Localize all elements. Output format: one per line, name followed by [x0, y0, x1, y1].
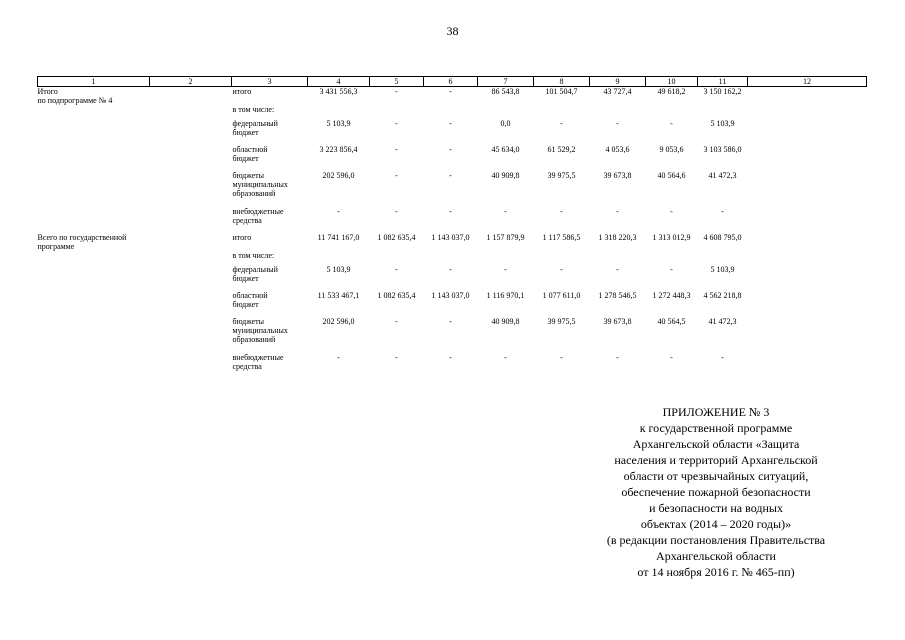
value-cell: 1 143 037,0: [431, 233, 470, 242]
page-number: 38: [446, 24, 459, 38]
funding-source: [232, 251, 308, 265]
value-cell: 5 103,9: [710, 119, 735, 128]
funding-source: [232, 87, 308, 106]
budget-table: [37, 76, 867, 379]
column-header: 11: [698, 77, 748, 87]
value-cell: [698, 251, 748, 265]
value-cell: -: [449, 265, 452, 274]
empty-cell: [150, 119, 232, 145]
empty-cell: [150, 317, 232, 353]
appendix-line: населения и территорий Архангельской: [614, 453, 818, 467]
value-cell: [424, 105, 478, 119]
column-header: 4: [308, 77, 370, 87]
value-cell: [478, 251, 534, 265]
funding-source-line: внебюджетные: [232, 353, 284, 362]
value-cell: -: [337, 353, 340, 362]
funding-source-line: в том числе:: [232, 105, 275, 114]
table-row: [38, 251, 867, 265]
value-cell: 0,0: [500, 119, 511, 128]
empty-cell: [748, 353, 867, 379]
value-cell: [308, 251, 370, 265]
section-title: [38, 119, 150, 145]
funding-source-line: итого: [232, 87, 252, 96]
value-cell: -: [395, 207, 398, 216]
empty-cell: [150, 145, 232, 171]
section-title: [38, 291, 150, 317]
value-cell: -: [449, 119, 452, 128]
value-cell: -: [616, 119, 619, 128]
funding-source-line: федеральный: [232, 265, 278, 274]
column-header: 6: [424, 77, 478, 87]
section-title: [38, 251, 150, 265]
empty-cell: [150, 233, 232, 251]
value-cell: 1 077 611,0: [542, 291, 581, 300]
appendix-line: области от чрезвычайных ситуаций,: [623, 469, 809, 483]
value-cell: 1 313 012,9: [652, 233, 691, 242]
value-cell: [590, 105, 646, 119]
empty-cell: [150, 105, 232, 119]
section-title: [38, 145, 150, 171]
value-cell: 1 318 220,3: [598, 233, 637, 242]
value-cell: 1 157 879,9: [486, 233, 525, 242]
value-cell: 1 272 448,3: [652, 291, 691, 300]
value-cell: [370, 251, 424, 265]
appendix-line: Архангельской области «Защита: [632, 437, 800, 451]
value-cell: 1 082 635,4: [377, 233, 416, 242]
funding-source: [232, 207, 308, 233]
appendix-line: и безопасности на водных: [649, 501, 783, 515]
funding-source-line: федеральный: [232, 119, 278, 128]
value-cell: -: [395, 87, 398, 96]
table-body: [38, 87, 867, 380]
value-cell: 4 053,6: [605, 145, 630, 154]
table-row: [38, 105, 867, 119]
value-cell: 1 117 586,5: [542, 233, 581, 242]
value-cell: 3 150 162,2: [703, 87, 742, 96]
value-cell: 45 634,0: [491, 145, 520, 154]
funding-source-line: бюджет: [232, 154, 259, 163]
section-title: [38, 265, 150, 291]
value-cell: -: [395, 145, 398, 154]
empty-cell: [150, 207, 232, 233]
value-cell: -: [395, 353, 398, 362]
value-cell: [424, 251, 478, 265]
funding-source: [232, 317, 308, 353]
value-cell: 5 103,9: [326, 265, 351, 274]
value-cell: 11 741 167,0: [317, 233, 360, 242]
value-cell: -: [560, 353, 563, 362]
value-cell: 49 618,2: [657, 87, 686, 96]
value-cell: -: [449, 207, 452, 216]
value-cell: -: [395, 171, 398, 180]
value-cell: 43 727,4: [603, 87, 632, 96]
value-cell: -: [449, 171, 452, 180]
empty-cell: [150, 353, 232, 379]
value-cell: 40 564,6: [657, 171, 686, 180]
value-cell: 1 116 970,1: [486, 291, 525, 300]
value-cell: 1 082 635,4: [377, 291, 416, 300]
empty-cell: [748, 251, 867, 265]
funding-source-line: образований: [232, 189, 276, 198]
value-cell: 1 143 037,0: [431, 291, 470, 300]
column-header: 12: [748, 77, 867, 87]
funding-source-line: муниципальных: [232, 326, 288, 335]
value-cell: -: [616, 353, 619, 362]
funding-source-line: бюджет: [232, 128, 259, 137]
funding-source-line: бюджеты: [232, 317, 265, 326]
appendix-line: объектах (2014 – 2020 годы)»: [640, 517, 792, 531]
value-cell: -: [670, 353, 673, 362]
value-cell: 4 562 218,8: [703, 291, 742, 300]
value-cell: 61 529,2: [547, 145, 576, 154]
value-cell: 40 564,5: [657, 317, 686, 326]
empty-cell: [748, 291, 867, 317]
appendix-title: ПРИЛОЖЕНИЕ № 3: [662, 405, 770, 419]
empty-cell: [748, 145, 867, 171]
table-row: [38, 207, 867, 233]
table-row: [38, 87, 867, 106]
value-cell: [534, 105, 590, 119]
value-cell: [308, 105, 370, 119]
value-cell: -: [395, 265, 398, 274]
section-title: [38, 171, 150, 207]
value-cell: -: [449, 353, 452, 362]
value-cell: [370, 105, 424, 119]
value-cell: [646, 105, 698, 119]
section-title: [38, 317, 150, 353]
table-row: [38, 353, 867, 379]
value-cell: -: [670, 265, 673, 274]
funding-source-line: в том числе:: [232, 251, 275, 260]
funding-source: [232, 119, 308, 145]
section-title-line: по подпрограмме № 4: [37, 96, 113, 105]
appendix-line: обеспечение пожарной безопасности: [621, 485, 811, 499]
table-row: [38, 171, 867, 207]
empty-cell: [150, 171, 232, 207]
funding-source-line: областной: [232, 145, 268, 154]
funding-source: [232, 291, 308, 317]
empty-cell: [748, 105, 867, 119]
section-title-line: Итого: [37, 87, 58, 96]
value-cell: 39 673,8: [603, 171, 632, 180]
value-cell: 202 596,0: [322, 317, 355, 326]
value-cell: 9 053,6: [659, 145, 684, 154]
value-cell: -: [560, 119, 563, 128]
appendix-block: [566, 404, 866, 580]
table-row: [38, 233, 867, 251]
funding-source-line: средства: [232, 216, 262, 225]
funding-source: [232, 353, 308, 379]
value-cell: 40 909,8: [491, 317, 520, 326]
funding-source-line: муниципальных: [232, 180, 288, 189]
table-row: [38, 291, 867, 317]
funding-source-line: внебюджетные: [232, 207, 284, 216]
value-cell: -: [504, 353, 507, 362]
value-cell: 5 103,9: [326, 119, 351, 128]
value-cell: 3 103 586,0: [703, 145, 742, 154]
empty-cell: [748, 233, 867, 251]
column-header: 1: [38, 77, 150, 87]
funding-source: [232, 233, 308, 251]
empty-cell: [748, 119, 867, 145]
table-header-row: [38, 77, 867, 87]
value-cell: -: [504, 207, 507, 216]
funding-source: [232, 145, 308, 171]
section-title-line: программе: [37, 242, 75, 251]
value-cell: 202 596,0: [322, 171, 355, 180]
value-cell: -: [449, 317, 452, 326]
table-row: [38, 265, 867, 291]
value-cell: 1 278 546,5: [598, 291, 637, 300]
empty-cell: [748, 207, 867, 233]
section-title-line: Всего по государственной: [37, 233, 127, 242]
value-cell: 39 975,5: [547, 317, 576, 326]
value-cell: -: [560, 265, 563, 274]
section-title: [38, 233, 150, 251]
value-cell: 4 608 795,0: [703, 233, 742, 242]
column-header: 7: [478, 77, 534, 87]
value-cell: -: [504, 265, 507, 274]
value-cell: 3 431 556,3: [319, 87, 358, 96]
value-cell: -: [721, 353, 724, 362]
column-header: 8: [534, 77, 590, 87]
column-header: 10: [646, 77, 698, 87]
value-cell: [590, 251, 646, 265]
column-header: 9: [590, 77, 646, 87]
funding-source-line: бюджет: [232, 300, 259, 309]
value-cell: -: [449, 87, 452, 96]
section-title: [38, 353, 150, 379]
value-cell: 101 504,7: [545, 87, 578, 96]
value-cell: 39 975,5: [547, 171, 576, 180]
empty-cell: [748, 171, 867, 207]
empty-cell: [150, 87, 232, 106]
funding-source-line: областной: [232, 291, 268, 300]
empty-cell: [150, 251, 232, 265]
section-title: [38, 87, 150, 106]
section-title: [38, 105, 150, 119]
value-cell: -: [395, 317, 398, 326]
funding-source-line: образований: [232, 335, 276, 344]
value-cell: -: [449, 145, 452, 154]
value-cell: 40 909,8: [491, 171, 520, 180]
value-cell: -: [560, 207, 563, 216]
table-row: [38, 119, 867, 145]
value-cell: 11 533 467,1: [317, 291, 360, 300]
empty-cell: [150, 265, 232, 291]
value-cell: 86 543,8: [491, 87, 520, 96]
value-cell: 3 223 856,4: [319, 145, 358, 154]
appendix-line: Архангельской области: [656, 549, 776, 563]
value-cell: -: [337, 207, 340, 216]
funding-source-line: бюджет: [232, 274, 259, 283]
appendix-line: от 14 ноября 2016 г. № 465-пп): [637, 565, 795, 579]
value-cell: -: [616, 207, 619, 216]
section-title: [38, 207, 150, 233]
funding-source: [232, 105, 308, 119]
column-header: 2: [150, 77, 232, 87]
table-row: [38, 317, 867, 353]
funding-source-line: итого: [232, 233, 252, 242]
funding-source-line: бюджеты: [232, 171, 265, 180]
funding-source: [232, 265, 308, 291]
appendix-line: к государственной программе: [639, 421, 793, 435]
empty-cell: [150, 291, 232, 317]
value-cell: 39 673,8: [603, 317, 632, 326]
value-cell: 41 472,3: [708, 171, 737, 180]
value-cell: -: [670, 119, 673, 128]
value-cell: -: [670, 207, 673, 216]
value-cell: 5 103,9: [710, 265, 735, 274]
value-cell: -: [721, 207, 724, 216]
value-cell: [698, 105, 748, 119]
funding-source: [232, 171, 308, 207]
empty-cell: [748, 317, 867, 353]
value-cell: [534, 251, 590, 265]
appendix-line: (в редакции постановления Правительства: [606, 533, 826, 547]
value-cell: [478, 105, 534, 119]
table-row: [38, 145, 867, 171]
funding-source-line: средства: [232, 362, 262, 371]
empty-cell: [748, 87, 867, 106]
value-cell: 41 472,3: [708, 317, 737, 326]
empty-cell: [748, 265, 867, 291]
value-cell: -: [395, 119, 398, 128]
column-header: 3: [232, 77, 308, 87]
column-header: 5: [370, 77, 424, 87]
value-cell: [646, 251, 698, 265]
value-cell: -: [616, 265, 619, 274]
